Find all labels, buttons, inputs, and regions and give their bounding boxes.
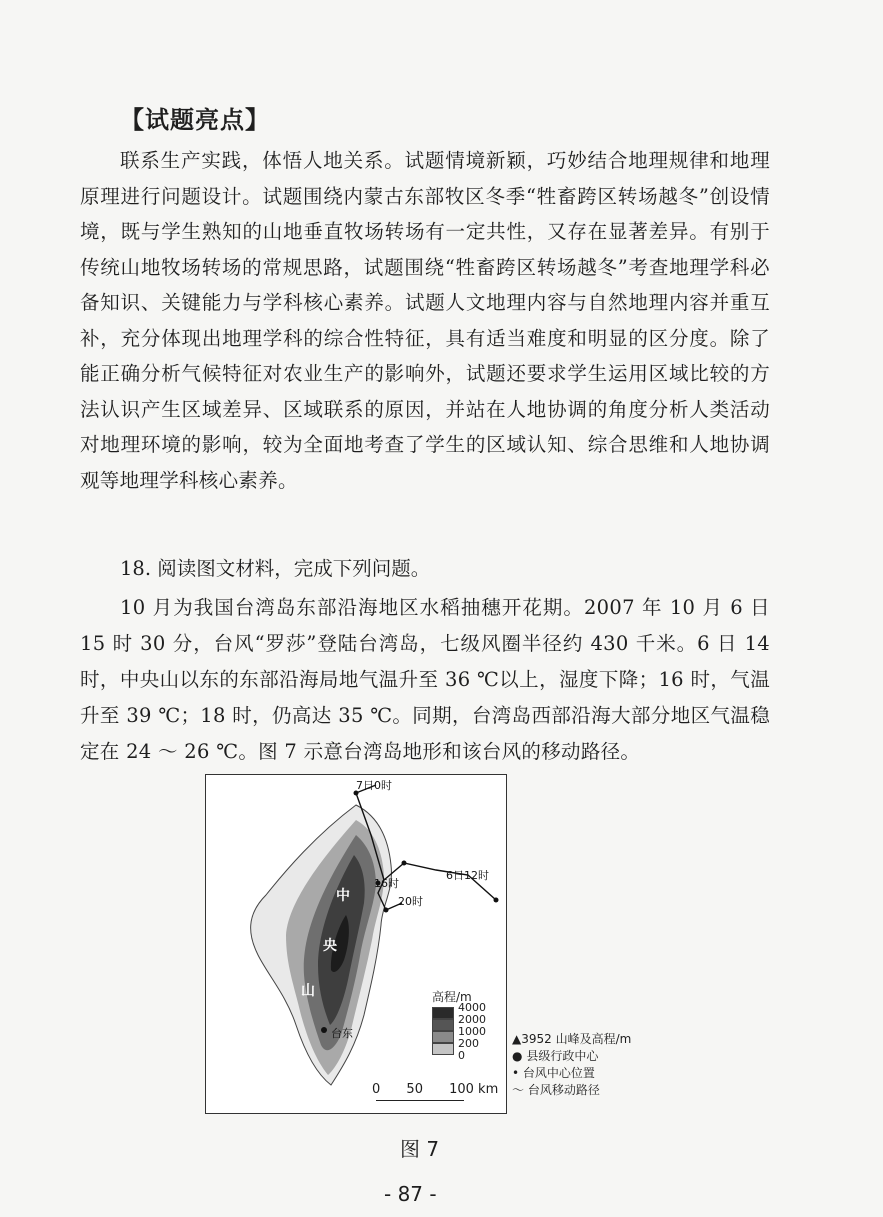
figure-caption: 图 7 xyxy=(400,1137,440,1161)
county-center xyxy=(321,1027,327,1033)
symbol-legend xyxy=(512,1030,631,1098)
typhoon-position xyxy=(384,908,389,913)
scale-label: 100 km xyxy=(449,1082,499,1097)
elev-label: 0 xyxy=(458,1049,465,1062)
section-heading: 【试题亮点】 xyxy=(120,106,270,134)
page-number: - 87 - xyxy=(384,1182,437,1206)
mountain-label-3: 山 xyxy=(301,983,315,999)
elev-swatch xyxy=(432,1007,454,1019)
mountain-label-2: 央 xyxy=(323,938,337,954)
scale-label: 0 xyxy=(372,1082,381,1097)
typhoon-position xyxy=(402,861,407,866)
label-16h: 16时 xyxy=(374,877,399,890)
question-title: 18. 阅读图文材料，完成下列问题。 xyxy=(120,557,431,580)
elev-swatch xyxy=(432,1019,454,1031)
question-material: 10 月为我国台湾岛东部沿海地区水稻抽穗开花期。2007 年 10 月 6 日 15 时 30 分，台风“罗莎”登陆台湾岛，七级风圈半径约 430 千米。6 日 14 时，中央山以东的东部沿海局地气温升至 36 ℃以上，湿度下降；16 时，气温升至 39 ℃；18 时，仍高达 35 ℃。同期，台湾岛西部沿海大部分地区气温稳定在 24 ～ 26 ℃。图 7 示意台湾岛地形和该台风的移动路径。 xyxy=(80,596,770,763)
elevation-legend-title: 高程/m xyxy=(432,990,472,1004)
scale-label: 50 xyxy=(406,1082,423,1097)
elev-label: 2000 xyxy=(458,1013,486,1026)
label-7d0: 7日0时 xyxy=(356,779,392,792)
label-20h: 20时 xyxy=(398,895,423,908)
legend-typhoon-center: • 台风中心位置 xyxy=(512,1066,595,1080)
legend-typhoon-path: 〜 台风移动路径 xyxy=(512,1083,600,1097)
elev-label: 4000 xyxy=(458,1001,486,1014)
elev-label: 1000 xyxy=(458,1025,486,1038)
mountain-label-1: 中 xyxy=(336,888,350,904)
highlight-paragraph: 联系生产实践，体悟人地关系。试题情境新颖，巧妙结合地理规律和地理原理进行问题设计。试题围绕内蒙古东部牧区冬季“牲畜跨区转场越冬”创设情境，既与学生熟知的山地垂直牧场转场有一定共性，又存在显著差异。有别于传统山地牧场转场的常规思路，试题围绕“牲畜跨区转场越冬”考查地理学科必备知识、关键能力与学科核心素养。试题人文地理内容与自然地理内容并重互补，充分体现出地理学科的综合性特征，具有适当难度和明显的区分度。除了能正确分析气候特征对农业生产的影响外，试题还要求学生运用区域比较的方法认识产生区域差异、区域联系的原因，并站在人地协调的角度分析人类活动对地理环境的影响，较为全面地考查了学生的区域认知、综合思维和人地协调观等地理学科核心素养。 xyxy=(80,149,770,492)
label-6d12: 6日12时 xyxy=(446,869,489,882)
legend-peak: ▲3952 山峰及高程/m xyxy=(512,1032,632,1046)
elev-swatch xyxy=(432,1031,454,1043)
typhoon-position xyxy=(494,898,499,903)
scale-bar xyxy=(372,1082,498,1097)
elev-swatch xyxy=(432,1043,454,1055)
legend-county: ● 县级行政中心 xyxy=(512,1049,599,1063)
elevation-legend xyxy=(432,988,486,1067)
elev-label: 200 xyxy=(458,1037,479,1050)
label-taidong: 台东 xyxy=(331,1027,353,1040)
